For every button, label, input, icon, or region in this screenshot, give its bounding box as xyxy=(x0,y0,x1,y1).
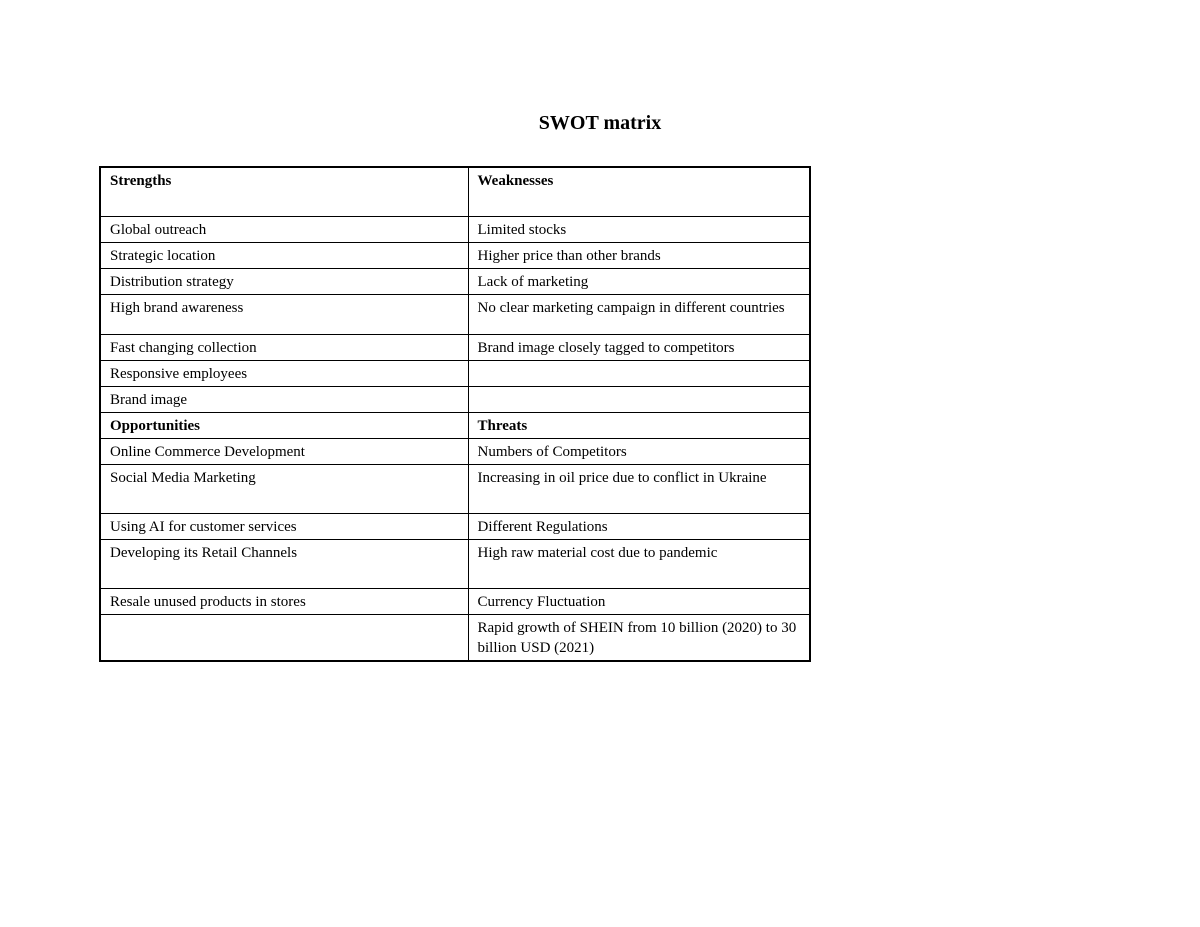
threat-cell: Rapid growth of SHEIN from 10 billion (2020) to 30 billion USD (2021) xyxy=(468,615,810,662)
opportunity-cell: Developing its Retail Channels xyxy=(100,540,468,589)
weakness-cell: Lack of marketing xyxy=(468,269,810,295)
table-header-row-opportunities-threats xyxy=(100,413,810,439)
opportunity-cell: Resale unused products in stores xyxy=(100,589,468,615)
table-row xyxy=(100,615,810,662)
threat-cell: Increasing in oil price due to conflict in Ukraine xyxy=(468,465,810,514)
weakness-cell xyxy=(468,361,810,387)
opportunity-cell: Online Commerce Development xyxy=(100,439,468,465)
table-row xyxy=(100,295,810,335)
table-row xyxy=(100,361,810,387)
table-row xyxy=(100,514,810,540)
opportunities-header: Opportunities xyxy=(100,413,468,439)
table-row xyxy=(100,589,810,615)
page-title: SWOT matrix xyxy=(538,112,662,134)
strength-cell: High brand awareness xyxy=(100,295,468,335)
weakness-cell: No clear marketing campaign in different countries xyxy=(468,295,810,335)
swot-matrix-table xyxy=(99,166,811,662)
strength-cell: Distribution strategy xyxy=(100,269,468,295)
weaknesses-header: Weaknesses xyxy=(468,167,810,217)
threat-cell: Different Regulations xyxy=(468,514,810,540)
weakness-cell xyxy=(468,387,810,413)
weakness-cell: Brand image closely tagged to competitors xyxy=(468,335,810,361)
table-row xyxy=(100,217,810,243)
opportunity-cell: Using AI for customer services xyxy=(100,514,468,540)
strength-cell: Global outreach xyxy=(100,217,468,243)
opportunity-cell: Social Media Marketing xyxy=(100,465,468,514)
weakness-cell: Limited stocks xyxy=(468,217,810,243)
table-row xyxy=(100,387,810,413)
threat-cell: High raw material cost due to pandemic xyxy=(468,540,810,589)
strength-cell: Brand image xyxy=(100,387,468,413)
weakness-cell: Higher price than other brands xyxy=(468,243,810,269)
strengths-header: Strengths xyxy=(100,167,468,217)
threat-cell: Currency Fluctuation xyxy=(468,589,810,615)
table-row xyxy=(100,540,810,589)
table-row xyxy=(100,465,810,514)
table-row xyxy=(100,269,810,295)
table-row xyxy=(100,335,810,361)
threat-cell: Numbers of Competitors xyxy=(468,439,810,465)
strength-cell: Fast changing collection xyxy=(100,335,468,361)
strength-cell: Responsive employees xyxy=(100,361,468,387)
threats-header: Threats xyxy=(468,413,810,439)
table-header-row-strengths-weaknesses xyxy=(100,167,810,217)
table-row xyxy=(100,243,810,269)
opportunity-cell xyxy=(100,615,468,662)
strength-cell: Strategic location xyxy=(100,243,468,269)
table-row xyxy=(100,439,810,465)
